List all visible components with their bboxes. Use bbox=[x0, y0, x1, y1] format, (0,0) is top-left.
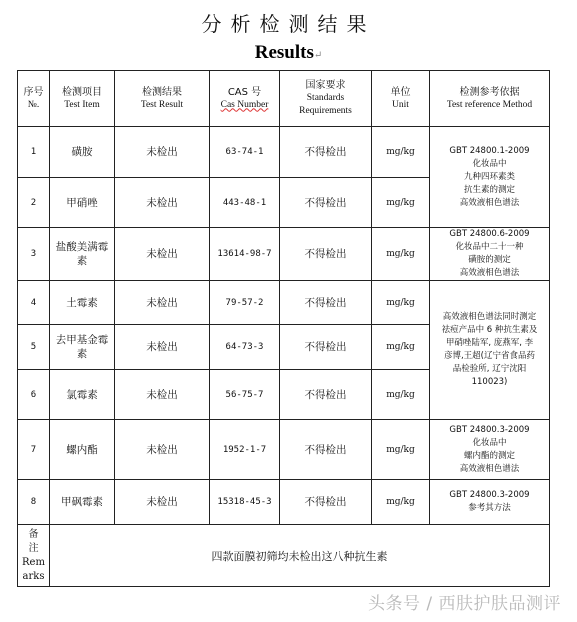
row-unit: mg/kg bbox=[372, 420, 430, 480]
method-cell-3: 高效液相色谱法同时测定 祛痘产品中 6 种抗生素及 甲硝唑陆军, 庞燕军, 李 彦博,王超(辽宁省食品药 品检验所, 辽宁沈阳 110023) bbox=[430, 281, 550, 420]
row-unit: mg/kg bbox=[372, 127, 430, 178]
header-unit: 单位 Unit bbox=[372, 71, 430, 127]
row-cas: 15318-45-3 bbox=[210, 480, 280, 525]
row-no: 1 bbox=[18, 127, 50, 178]
table-row bbox=[18, 420, 550, 480]
row-cas: 443-48-1 bbox=[210, 178, 280, 228]
row-requirement: 不得检出 bbox=[280, 281, 372, 325]
row-result: 未检出 bbox=[115, 178, 210, 228]
header-no: 序号 №. bbox=[18, 71, 50, 127]
row-no: 3 bbox=[18, 228, 50, 281]
row-no: 4 bbox=[18, 281, 50, 325]
row-cas: 64-73-3 bbox=[210, 325, 280, 370]
row-item: 盐酸美满霉素 bbox=[50, 228, 115, 281]
row-item: 氯霉素 bbox=[50, 370, 115, 420]
row-cas: 1952-1-7 bbox=[210, 420, 280, 480]
row-no: 6 bbox=[18, 370, 50, 420]
row-requirement: 不得检出 bbox=[280, 325, 372, 370]
row-requirement: 不得检出 bbox=[280, 228, 372, 281]
method-cell-1: GBT 24800.1-2009 化妆品中 九种四环素类 抗生素的测定 高效液相色谱法 bbox=[430, 127, 550, 228]
table-row bbox=[18, 480, 550, 525]
row-cas: 56-75-7 bbox=[210, 370, 280, 420]
row-unit: mg/kg bbox=[372, 281, 430, 325]
row-no: 7 bbox=[18, 420, 50, 480]
row-cas: 63-74-1 bbox=[210, 127, 280, 178]
row-result: 未检出 bbox=[115, 370, 210, 420]
page-title-en bbox=[0, 42, 577, 64]
method-cell-2: GBT 24800.6-2009 化妆品中二十一种 磺胺的测定 高效液相色谱法 bbox=[430, 228, 550, 281]
paragraph-mark-icon: ↵ bbox=[313, 50, 323, 61]
row-item: 去甲基金霉素 bbox=[50, 325, 115, 370]
header-requirement: 国家要求 Standards Requirements bbox=[280, 71, 372, 127]
watermark: 头条号 / 西肤护肤品测评 bbox=[367, 594, 561, 614]
row-requirement: 不得检出 bbox=[280, 420, 372, 480]
header-item: 检测项目 Test Item bbox=[50, 71, 115, 127]
row-unit: mg/kg bbox=[372, 228, 430, 281]
row-item: 磺胺 bbox=[50, 127, 115, 178]
row-result: 未检出 bbox=[115, 127, 210, 178]
table-row bbox=[18, 127, 550, 178]
table-header-row bbox=[18, 71, 550, 127]
row-unit: mg/kg bbox=[372, 325, 430, 370]
row-result: 未检出 bbox=[115, 228, 210, 281]
page-title-cn: 分析检测结果 bbox=[201, 12, 376, 36]
row-requirement: 不得检出 bbox=[280, 480, 372, 525]
row-unit: mg/kg bbox=[372, 178, 430, 228]
table-row bbox=[18, 281, 550, 325]
method-cell-4: GBT 24800.3-2009 化妆品中 螺内酯的测定 高效液相色谱法 bbox=[430, 420, 550, 480]
row-item: 土霉素 bbox=[50, 281, 115, 325]
header-method: 检测参考依据 Test reference Method bbox=[430, 71, 550, 127]
row-result: 未检出 bbox=[115, 325, 210, 370]
row-cas: 79-57-2 bbox=[210, 281, 280, 325]
method-cell-5: GBT 24800.3-2009 参考其方法 bbox=[430, 480, 550, 525]
row-result: 未检出 bbox=[115, 480, 210, 525]
remarks-text: 四款面膜初筛均未检出这八种抗生素 bbox=[50, 525, 550, 587]
table-row bbox=[18, 228, 550, 281]
header-cas: CAS 号 Cas Number bbox=[210, 71, 280, 127]
row-no: 8 bbox=[18, 480, 50, 525]
row-no: 2 bbox=[18, 178, 50, 228]
row-unit: mg/kg bbox=[372, 480, 430, 525]
row-result: 未检出 bbox=[115, 281, 210, 325]
row-no: 5 bbox=[18, 325, 50, 370]
row-item: 甲硝唑 bbox=[50, 178, 115, 228]
row-cas: 13614-98-7 bbox=[210, 228, 280, 281]
row-result: 未检出 bbox=[115, 420, 210, 480]
results-table bbox=[17, 70, 550, 587]
row-item: 螺内酯 bbox=[50, 420, 115, 480]
row-requirement: 不得检出 bbox=[280, 127, 372, 178]
row-requirement: 不得检出 bbox=[280, 370, 372, 420]
row-requirement: 不得检出 bbox=[280, 178, 372, 228]
row-unit: mg/kg bbox=[372, 370, 430, 420]
remarks-label: 备 注 Rem arks bbox=[18, 525, 50, 587]
row-item: 甲砜霉素 bbox=[50, 480, 115, 525]
header-result: 检测结果 Test Result bbox=[115, 71, 210, 127]
page-title-en-text: Results bbox=[254, 42, 314, 63]
remarks-row bbox=[18, 525, 550, 587]
